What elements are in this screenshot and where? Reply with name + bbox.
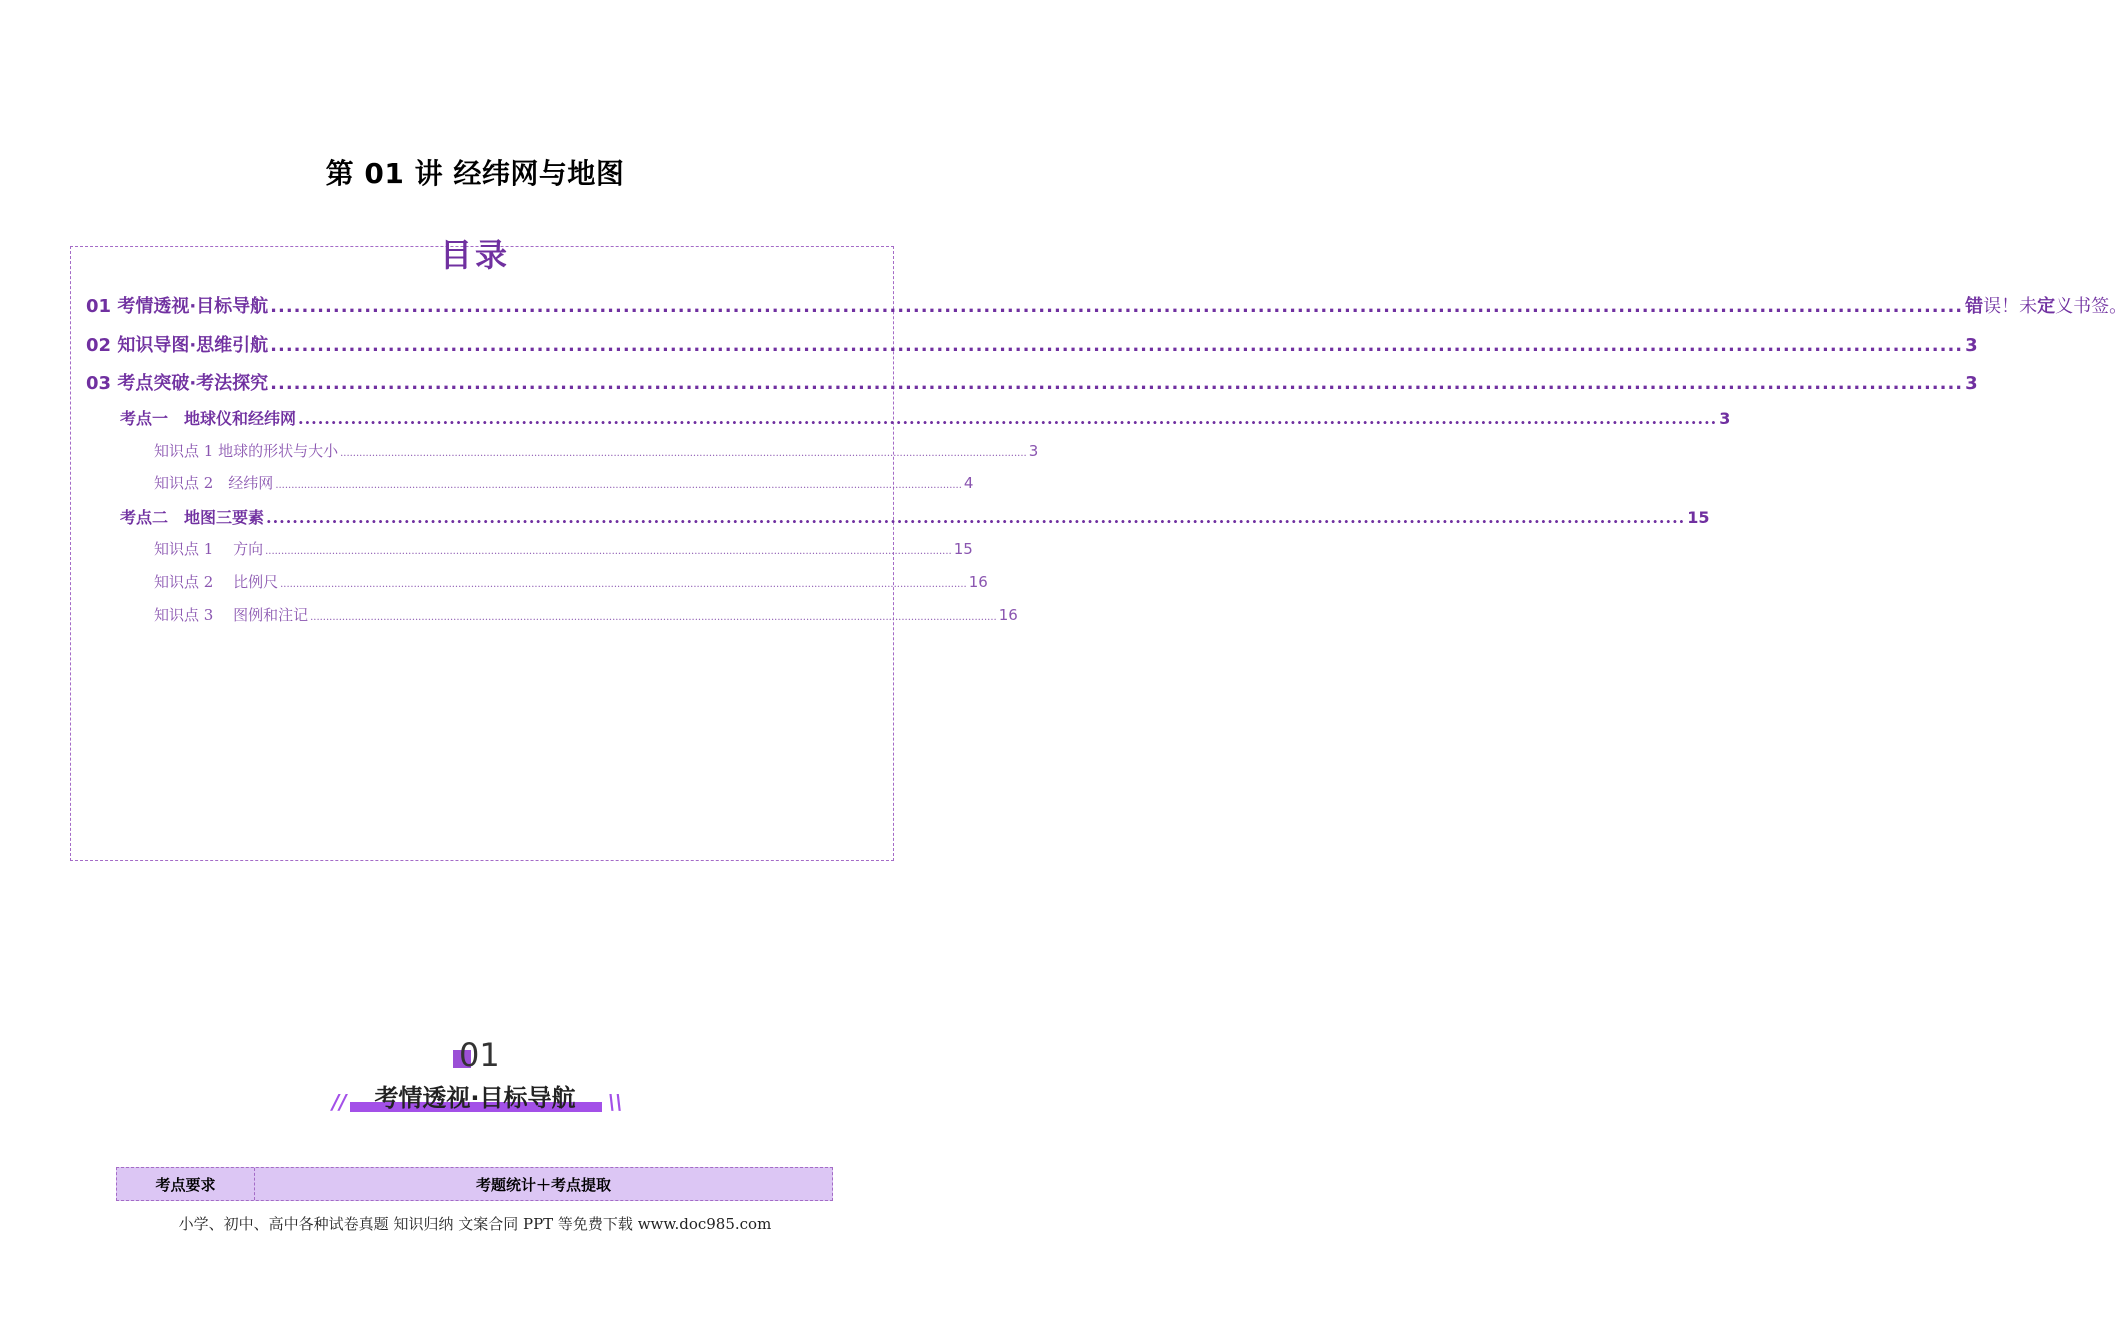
slash-left-icon: //	[332, 1090, 347, 1114]
toc-entry-text: 01 考情透视·目标导航	[86, 296, 269, 317]
section-number	[450, 1036, 510, 1076]
toc-leader: ........................................................................................................................................................................................................................	[280, 579, 967, 590]
toc-page-number: 3	[1028, 442, 1039, 460]
toc-entry[interactable]	[154, 604, 1018, 625]
section-title: 考情透视·目标导航	[374, 1084, 576, 1112]
toc-heading: 目录	[439, 236, 510, 274]
toc-leader: ........................................................................................................................................................................................................................	[298, 409, 1718, 428]
toc-entry[interactable]	[86, 331, 1978, 357]
toc-entry[interactable]	[120, 505, 1710, 528]
toc-error-text: 错误！未定义书签。	[1965, 296, 2127, 317]
toc-entry-text: 知识点 3 图例和注记	[154, 606, 309, 624]
toc-page-number: 4	[963, 474, 974, 492]
page-footer: 小学、初中、高中各种试卷真题 知识归纳 文案合同 PPT 等免费下载 www.doc985.com	[178, 1215, 772, 1233]
toc-entry-text: 03 考点突破·考法探究	[86, 373, 269, 394]
toc-entry[interactable]	[120, 406, 1731, 429]
toc-entry[interactable]	[86, 369, 1978, 395]
toc-leader: ........................................................................................................................................................................................................................	[270, 296, 1964, 317]
toc-page-number: 3	[1965, 373, 1978, 394]
toc-entry-text: 考点二 地图三要素	[120, 508, 265, 527]
toc-entry[interactable]	[86, 292, 2127, 318]
section-number-text: 01	[459, 1036, 500, 1074]
toc-leader: ........................................................................................................................................................................................................................	[270, 335, 1964, 356]
toc-leader: ........................................................................................................................................................................................................................	[340, 448, 1027, 459]
toc-entry-text: 知识点 2 比例尺	[154, 573, 279, 591]
toc-entry-text: 考点一 地球仪和经纬网	[120, 409, 297, 428]
toc-page-number: 16	[998, 606, 1018, 624]
toc-entry[interactable]	[154, 538, 973, 559]
document-title: 第 01 讲 经纬网与地图	[325, 157, 625, 190]
toc-leader: ........................................................................................................................................................................................................................	[275, 480, 962, 491]
toc-page-number: 16	[968, 573, 988, 591]
toc-leader: ........................................................................................................................................................................................................................	[266, 508, 1686, 527]
toc-page-number: 3	[1719, 409, 1731, 428]
toc-leader: ........................................................................................................................................................................................................................	[310, 612, 997, 623]
table-header-requirements: 考点要求	[117, 1168, 255, 1200]
toc-entry[interactable]	[154, 571, 988, 592]
toc-entry-text: 知识点 2 经纬网	[154, 474, 274, 492]
toc-page-number: 3	[1965, 335, 1978, 356]
toc-entry-text: 知识点 1 方向	[154, 540, 264, 558]
slash-right-icon: \\	[608, 1090, 623, 1114]
toc-page-number: 15	[1687, 508, 1710, 527]
exam-requirements-table	[116, 1167, 833, 1201]
toc-entry-text: 知识点 1 地球的形状与大小	[154, 442, 339, 460]
toc-entry[interactable]	[154, 472, 974, 493]
toc-entry-text: 02 知识导图·思维引航	[86, 335, 269, 356]
table-header-statistics: 考题统计＋考点提取	[475, 1175, 611, 1194]
toc-entry[interactable]	[154, 440, 1039, 461]
toc-leader: ........................................................................................................................................................................................................................	[270, 373, 1964, 394]
toc-page-number: 15	[953, 540, 973, 558]
section-banner	[330, 1078, 623, 1114]
toc-leader: ........................................................................................................................................................................................................................	[265, 546, 952, 557]
